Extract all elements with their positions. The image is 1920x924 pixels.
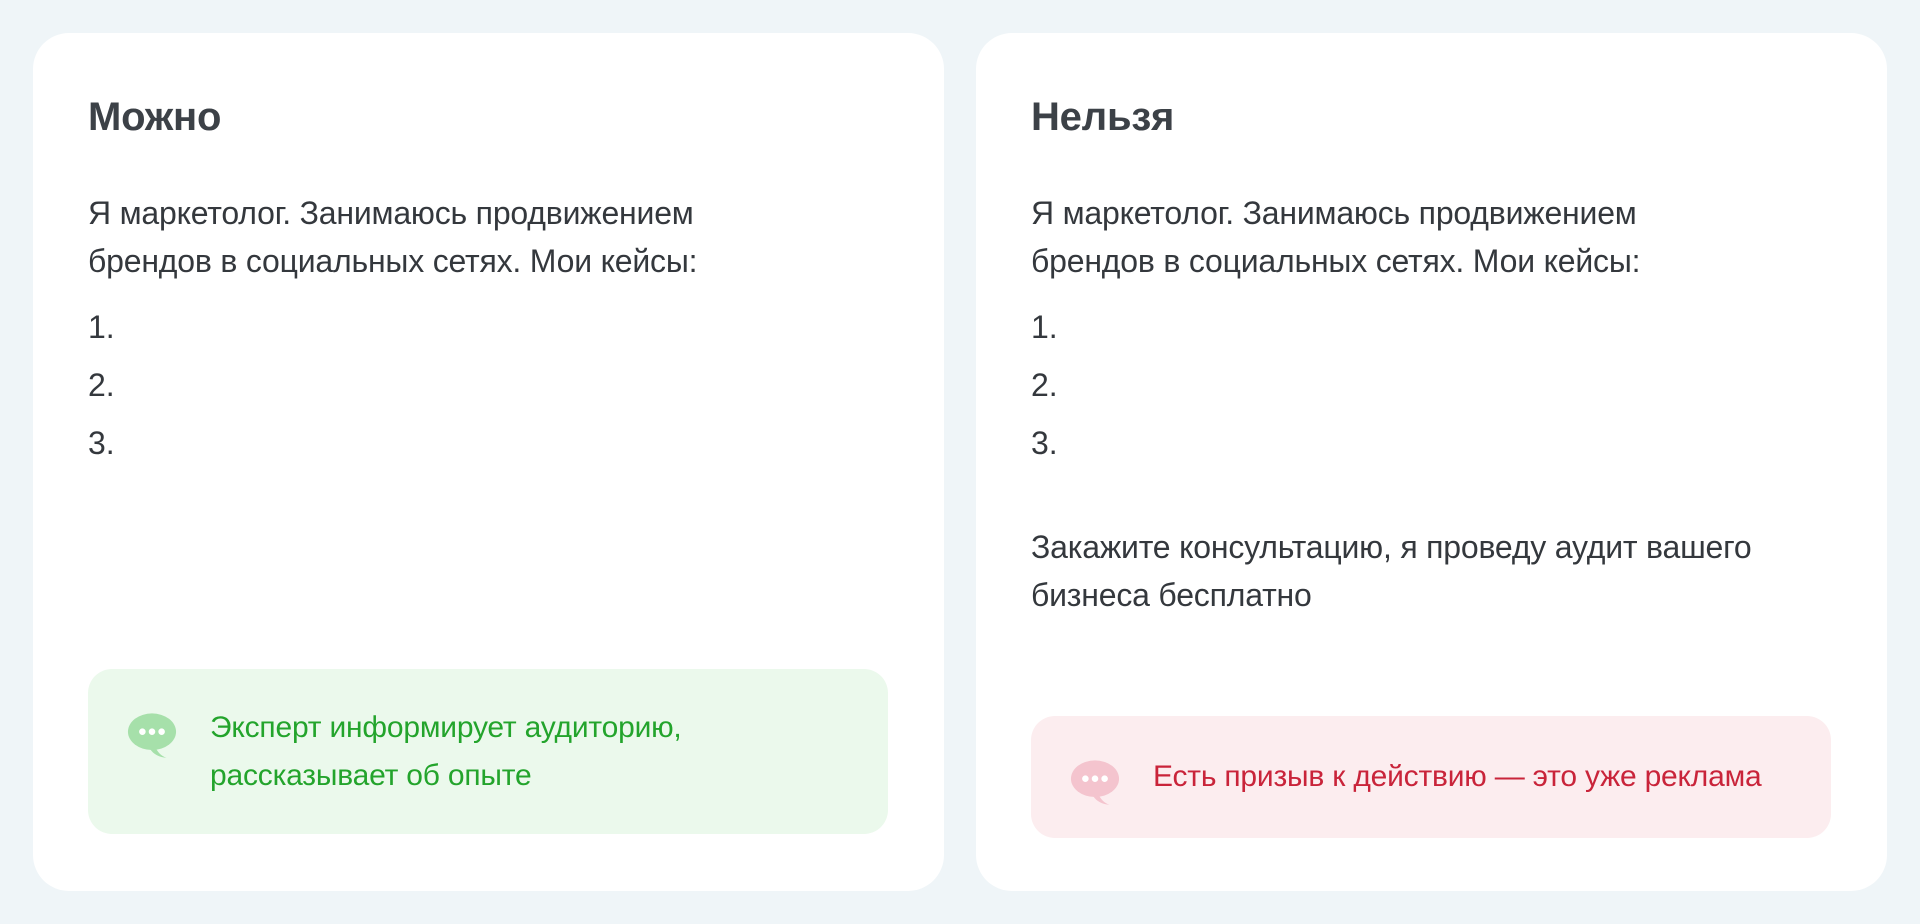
list-item: 2. [1031,367,1058,403]
card-allowed-paragraph: Я маркетолог. Занимаюсь продвижением брендов в социальных сетях. Мои кейсы: [88,195,698,279]
callout-allowed-text: Эксперт информирует аудиторию, рассказывает об опыте [210,710,682,792]
list-item: 3. [1031,425,1058,461]
card-forbidden-list [1031,303,1832,467]
list-item: 1. [88,309,115,345]
speech-bubble-icon [1070,760,1120,807]
card-allowed-list [88,303,889,467]
card-allowed [33,33,944,891]
card-allowed-title: Можно [88,95,222,139]
callout-allowed [88,669,888,834]
card-forbidden-title: Нельзя [1031,95,1175,139]
callout-forbidden-text: Есть призыв к действию — это уже реклама [1153,760,1762,793]
list-item: 1. [1031,309,1058,345]
list-item: 3. [88,425,115,461]
card-forbidden-paragraph: Я маркетолог. Занимаюсь продвижением брендов в социальных сетях. Мои кейсы: [1031,195,1641,279]
card-forbidden [976,33,1887,891]
card-forbidden-extra-paragraph: Закажите консультацию, я проведу аудит вашего бизнеса бесплатно [1031,529,1752,613]
callout-forbidden [1031,716,1831,838]
speech-bubble-icon [127,713,177,760]
list-item: 2. [88,367,115,403]
